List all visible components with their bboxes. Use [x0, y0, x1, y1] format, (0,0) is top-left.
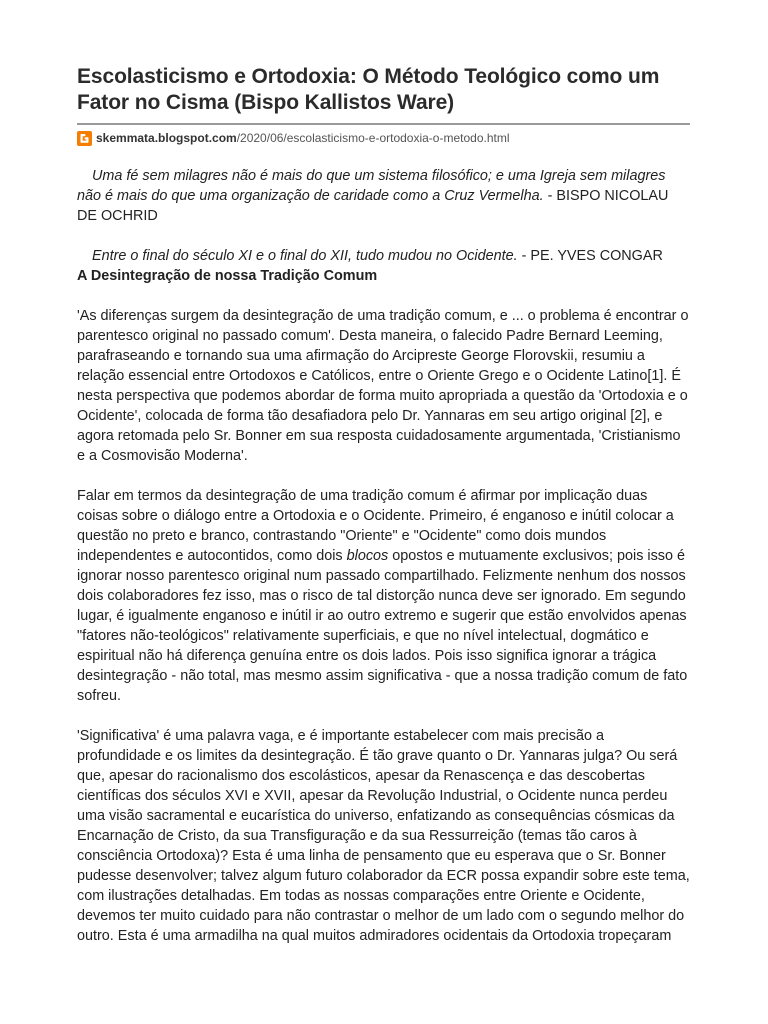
paragraph-2-italic: blocos: [346, 548, 389, 564]
paragraph-2-part-1: Falar em termos da desintegração de uma tradição comum é afirmar por implicação duas coisas sobre o diálogo entre a Ortodoxia e o Ocidente. Primeiro, é enganoso e inútil colocar a questão no preto e branco, contrastando "Oriente" e "Ocidente" como dois mundos independentes e autocontidos, como dois: [77, 488, 674, 564]
paragraph-2: [77, 486, 690, 706]
paragraph-2-part-2: opostos e mutuamente exclusivos; pois isso é ignorar nosso parentesco original num passado compartilhado. Felizmente nenhum dos nossos dois colaboradores fez isso, mas o risco de tal distorção nunca deve ser ignorado. Em segundo lugar, é igualmente enganoso e inútil ir ao outro extremo e sugerir que estão envolvidos apenas "fatores não-teológicos" relativamente superficiais, e que no nível intelectual, dogmático e espiritual não há diferença genuína entre os dois lados. Pois isso significa ignorar a trágica desintegração - não total, mas mesmo assim significativa - que a nossa tradição comum de fato sofreu.: [77, 548, 688, 704]
epigraph-quote-2-attribution: - PE. YVES CONGAR: [517, 248, 663, 264]
title-divider: [77, 123, 690, 125]
paragraph-1: 'As diferenças surgem da desintegração de uma tradição comum, e ... o problema é encontrar o parentesco original no passado comum'. Desta maneira, o falecido Padre Bernard Leeming, parafraseando e tornando sua uma afirmação do Arcipreste George Florovskii, resumiu a relação essencial entre Ortodoxos e Católicos, entre o Oriente Grego e o Ocidente Latino[1]. É nesta perspectiva que podemos abordar de forma muito apropriada a questão da 'Ortodoxia e o Ocidente', colocada de forma tão desafiadora pelo Dr. Yannaras em seu artigo original [2], e agora retomada pelo Sr. Bonner em sua resposta cuidadosamente argumentada, 'Cristianismo e a Cosmovisão Moderna'.: [77, 308, 689, 464]
section-heading: A Desintegração de nossa Tradição Comum: [77, 268, 378, 284]
source-link[interactable]: [77, 129, 690, 147]
paragraph-3: 'Significativa' é uma palavra vaga, e é importante estabelecer com mais precisão a profundidade e os limites da desintegração. É tão grave quanto o Dr. Yannaras julga? Ou será que, apesar do racionalismo dos escolásticos, apesar da Renascença e das descobertas científicas dos séculos XVI e XVII, apesar da Revolução Industrial, o Ocidente nunca perdeu uma visão sacramental e eucarística do universo, enfatizando as consequências cósmicas da Encarnação de Cristo, da sua Transfiguração e da sua Ressurreição (temas tão caros à consciência Ortodoxa)? Esta é uma linha de pensamento que eu esperava que o Sr. Bonner pudesse desenvolver; talvez algum futuro colaborador da ECR possa expandir sobre este tema, com ilustrações detalhadas. Em todas as nossas comparações entre Oriente e Ocidente, devemos ter muito cuidado para não contrastar o melhor de um lado com o segundo melhor do outro. Esta é uma armadilha na qual muitos admiradores ocidentais da Ortodoxia tropeçaram: [77, 728, 690, 944]
blogger-icon: [77, 131, 92, 146]
epigraph-quote-2: [77, 246, 690, 266]
source-domain[interactable]: skemmata.blogspot.com: [96, 131, 237, 145]
source-path[interactable]: /2020/06/escolasticismo-e-ortodoxia-o-metodo.html: [236, 131, 510, 145]
epigraph-quote-1: [77, 166, 690, 226]
document-title: Escolasticismo e Ortodoxia: O Método Teológico como um Fator no Cisma (Bispo Kallistos Ware): [77, 65, 660, 114]
epigraph-quote-1-text: Uma fé sem milagres não é mais do que um sistema filosófico; e uma Igreja sem milagres não é mais do que uma organização de caridade como a Cruz Vermelha.: [77, 168, 666, 204]
epigraph-quote-1-attribution: - BISPO NICOLAU DE OCHRID: [77, 188, 669, 224]
epigraph-quote-2-text: Entre o final do século XI e o final do XII, tudo mudou no Ocidente.: [92, 248, 518, 264]
